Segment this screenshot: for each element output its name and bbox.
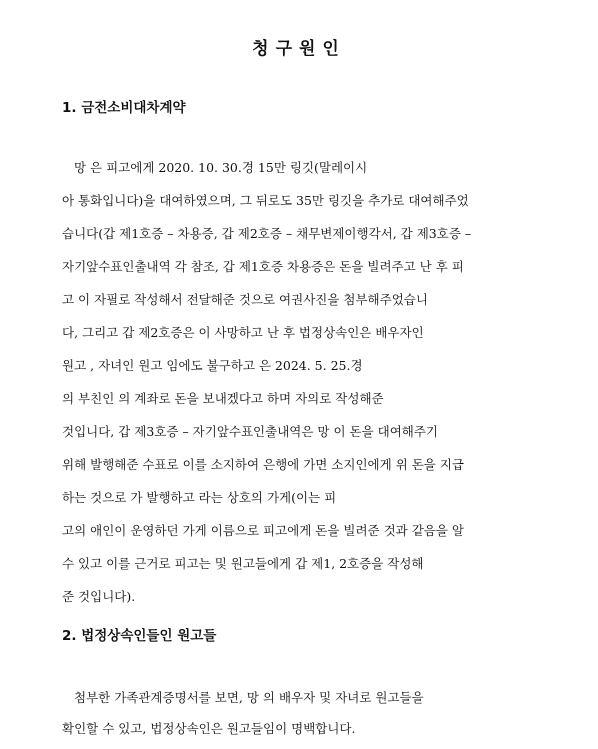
section-1-line: 하는 것으로 가 발행하고 라는 상호의 가게(이는 피 [62,490,337,505]
document-title: 청구원인 [252,39,346,59]
section-1-line: 것입니다, 갑 제3호증 – 자기앞수표인출내역은 망 이 돈을 대여해주기 [62,424,438,439]
section-2-line: 확인할 수 있고, 법정상속인은 원고들임이 명백합니다. [62,721,356,736]
section-1-line: 아 통화입니다)을 대여하였으며, 그 뒤로도 35만 링깃을 추가로 대여해주었 [62,193,469,208]
section-1-line: 고 이 자필로 작성해서 전달해준 것으로 여권사진을 첨부해주었습니 [62,292,428,307]
section-1-line: 위해 발행해준 수표로 이를 소지하여 은행에 가면 소지인에게 위 돈을 지급 [62,457,464,472]
section-1-line: 준 것입니다). [62,589,136,604]
section-1-line: 습니다(갑 제1호증 – 차용증, 갑 제2호증 – 채무변제이행각서, 갑 제3호증 – [62,226,472,241]
section-2-heading: 2. 법정상속인들인 원고들 [62,628,217,644]
section-1-line: 망 은 피고에게 2020. 10. 30.경 15만 링깃(말레이시 [74,160,368,175]
section-1-line: 의 부친인 의 계좌로 돈을 보내겠다고 하며 자의로 작성해준 [62,391,384,406]
section-1-line: 다, 그리고 갑 제2호증은 이 사망하고 난 후 법정상속인은 배우자인 [62,325,424,340]
section-1-line: 수 있고 이를 근거로 피고는 및 원고들에게 갑 제1, 2호증을 작성해 [62,556,424,571]
section-1-line: 원고 , 자녀인 원고 임에도 불구하고 은 2024. 5. 25.경 [62,358,363,373]
section-1-line: 자기앞수표인출내역 각 참조, 갑 제1호증 차용증은 돈을 빌려주고 난 후 피 [62,259,464,274]
section-2-line: 첨부한 가족관계증명서를 보면, 망 의 배우자 및 자녀로 원고들을 [74,690,424,705]
section-1-heading: 1. 금전소비대차계약 [62,100,186,116]
section-1-line: 고의 애인이 운영하던 가게 이름으로 피고에게 돈을 빌려준 것과 같음을 알 [62,523,464,538]
